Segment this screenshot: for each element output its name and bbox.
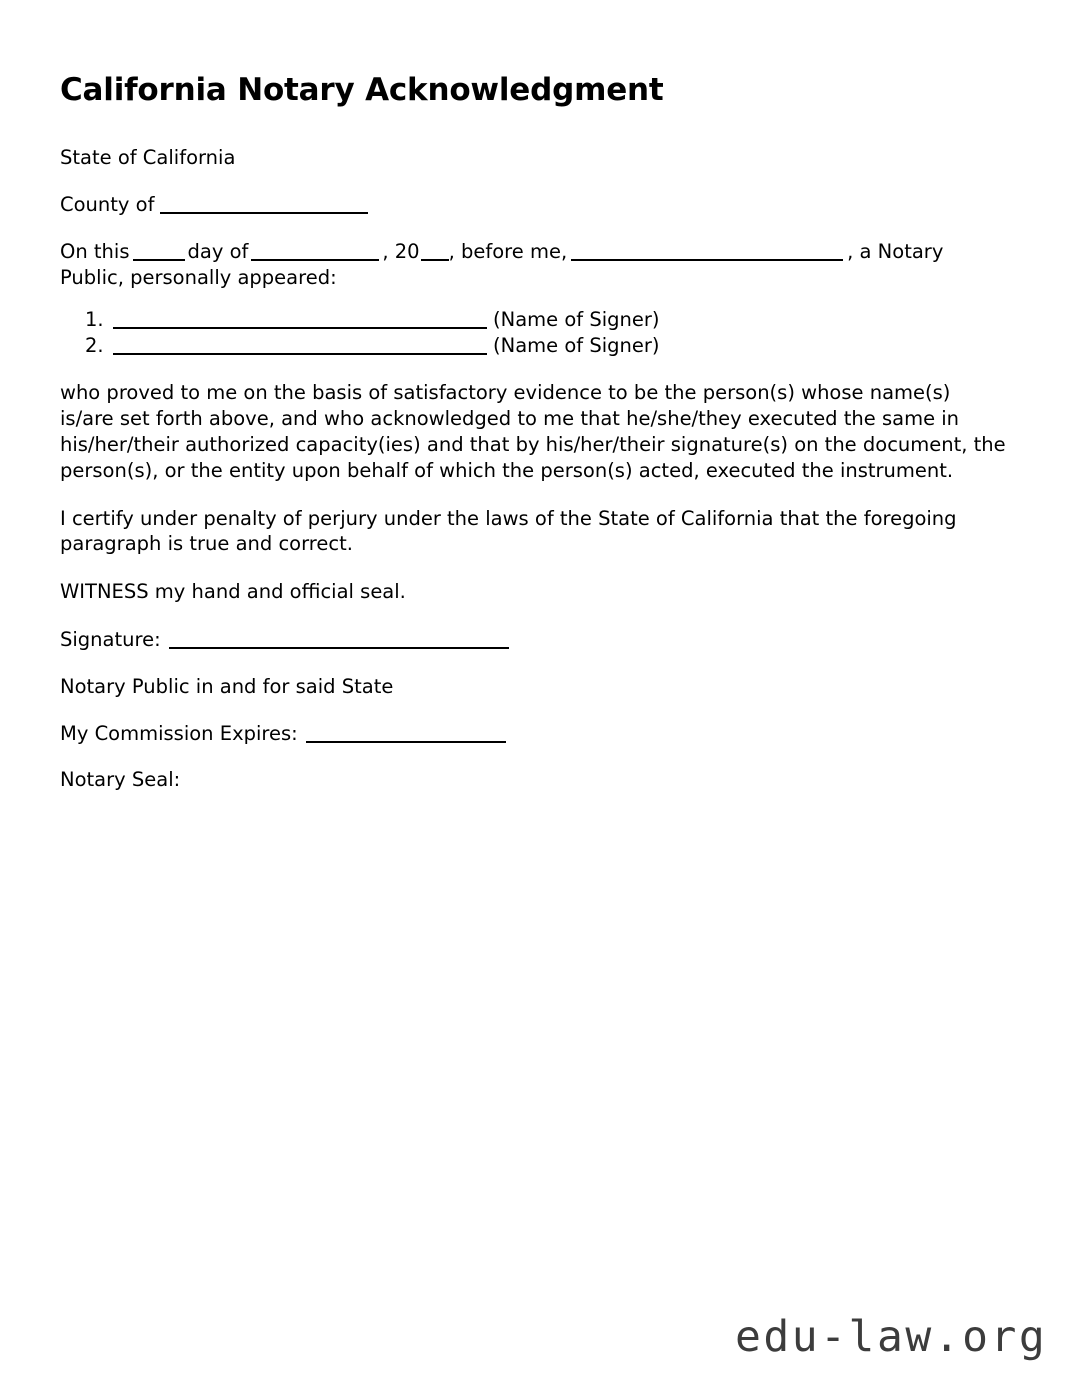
- signer-caption: (Name of Signer): [493, 308, 660, 332]
- signature-label: Signature:: [60, 627, 161, 651]
- date-line-part3: , 20: [382, 239, 420, 263]
- site-watermark: edu-law.org: [735, 1312, 1048, 1362]
- date-line-part5: , a Notary Public, personally appeared:: [60, 239, 944, 289]
- document-body: [60, 0, 1006, 793]
- year-blank-field[interactable]: [421, 245, 449, 261]
- county-label: County of: [60, 192, 155, 216]
- signer-name-blank-field[interactable]: [113, 313, 487, 329]
- date-line-part2: day of: [187, 239, 249, 263]
- certification-paragraph: I certify under penalty of perjury under the laws of the State of California that the foregoing paragraph is true and correct.: [60, 506, 957, 556]
- month-blank-field[interactable]: [251, 245, 379, 261]
- county-line: [60, 192, 1006, 218]
- signer-caption: (Name of Signer): [493, 333, 660, 357]
- witness-line: WITNESS my hand and official seal.: [60, 580, 406, 604]
- notary-name-blank-field[interactable]: [571, 245, 843, 261]
- commission-expires-line: [60, 721, 1006, 747]
- page-title: California Notary Acknowledgment: [60, 72, 664, 108]
- acknowledgment-paragraph: who proved to me on the basis of satisfactory evidence to be the person(s) whose name(s) is/are set forth above, and who acknowledged to me that he/she/they executed the same in his/her/their authorized capacity(ies) and that by his/her/their signature(s) on the document, the person(s), or the entity upon behalf of which the person(s) acted, executed the instrument.: [60, 381, 1006, 482]
- day-blank-field[interactable]: [133, 245, 185, 261]
- notary-public-line: Notary Public in and for said State: [60, 674, 394, 698]
- commission-expires-blank-field[interactable]: [306, 727, 506, 743]
- notary-seal-label: Notary Seal:: [60, 768, 181, 792]
- signer-number: 2.: [85, 333, 104, 357]
- list-item: [60, 333, 1006, 359]
- date-line-part1: On this: [60, 239, 130, 263]
- signer-name-blank-field[interactable]: [113, 339, 487, 355]
- signer-number: 1.: [85, 308, 104, 332]
- date-line-part4: , before me,: [448, 239, 568, 263]
- county-blank-field[interactable]: [160, 198, 368, 214]
- date-and-notary-line: [60, 239, 1006, 291]
- signature-blank-field[interactable]: [169, 633, 509, 649]
- signer-list: [60, 307, 1006, 358]
- state-line: State of California: [60, 146, 236, 170]
- commission-expires-label: My Commission Expires:: [60, 721, 298, 745]
- signature-line: [60, 627, 1006, 653]
- list-item: [60, 307, 1006, 333]
